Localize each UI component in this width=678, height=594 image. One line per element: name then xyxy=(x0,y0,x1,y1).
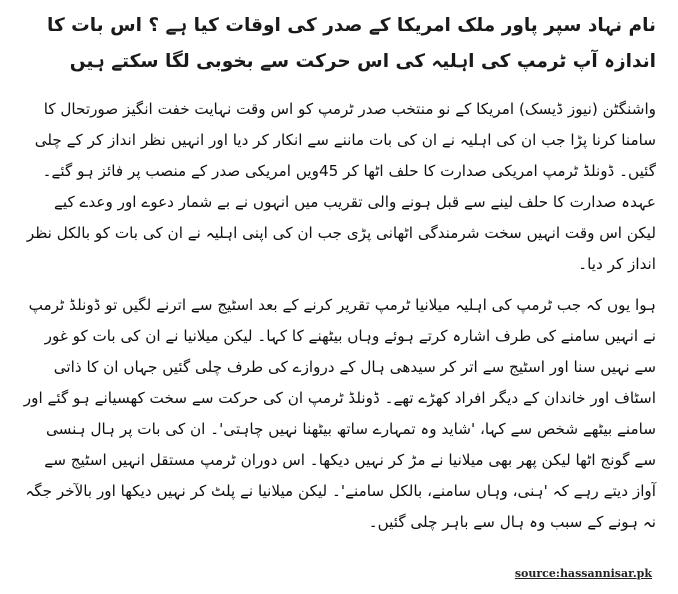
article-paragraph-2: ہوا یوں کہ جب ٹرمپ کی اہلیہ میلانیا ٹرمپ تقریر کرنے کے بعد اسٹیج سے اترنے لگیں تو ڈونلڈ ٹرمپ نے انہیں سامنے کی طرف اشارہ کرتے ہوئے وہاں بیٹھنے کا کہا۔ لیکن میلانیا نے ان کی بات کو غور سے نہیں سنا اور اسٹیج سے اتر کر سیدھی ہال کے دروازے کی طرف چلی گئیں جہاں ان کا ذاتی اسٹاف اور خاندان کے دیگر افراد کھڑے تھے۔ ڈونلڈ ٹرمپ ان کی حرکت سے سخت کھسیانے ہو گئے اور سامنے بیٹھے شخص سے کہا، 'شاید وہ تمہارے ساتھ بیٹھنا نہیں چاہتی'۔ ان کی بات پر ہال ہنسی سے گونج اٹھا لیکن پھر بھی میلانیا نے مڑ کر نہیں دیکھا۔ اس دوران ٹرمپ مستقل انہیں اسٹیج سے آواز دیتے رہے کہ 'ہنی، وہاں سامنے، بالکل سامنے'۔ لیکن میلانیا نے پلٹ کر نہیں دیکھا اور بالآخر جگہ نہ ہونے کے سبب وہ ہال سے باہر چلی گئیں۔ xyxy=(23,296,656,531)
article-headline: نام نہاد سپر پاور ملک امریکا کے صدر کی اوقات کیا ہے ؟ اس بات کا اندازہ آپ ٹرمپ کی اہلیہ کی اس حرکت سے بخوبی لگا سکتے ہیں xyxy=(47,15,656,72)
article-paragraph-1: واشنگٹن (نیوز ڈیسک) امریکا کے نو منتخب صدر ٹرمپ کو اس وقت نہایت خفت انگیز صورتحال کا سامنا کرنا پڑا جب ان کی اہلیہ نے ان کی بات ماننے سے انکار کر دیا اور انہیں نظر انداز کر کے چلی گئیں۔ ڈونلڈ ٹرمپ امریکی صدارت کا حلف اٹھا کر 45ویں امریکی صدر کے منصب پر فائز ہو گئے۔ عہدہ صدارت کا حلف لینے سے قبل ہونے والی تقریب میں انہوں نے بے شمار دعوے اور وعدے کیے لیکن اس وقت انہیں سخت شرمندگی اٹھانی پڑی جب ان کی اپنی اہلیہ نے ان کی بات کو بالکل نظر انداز کر دیا۔ xyxy=(26,100,656,273)
source-link[interactable]: source:hassannisar.pk xyxy=(514,567,652,580)
